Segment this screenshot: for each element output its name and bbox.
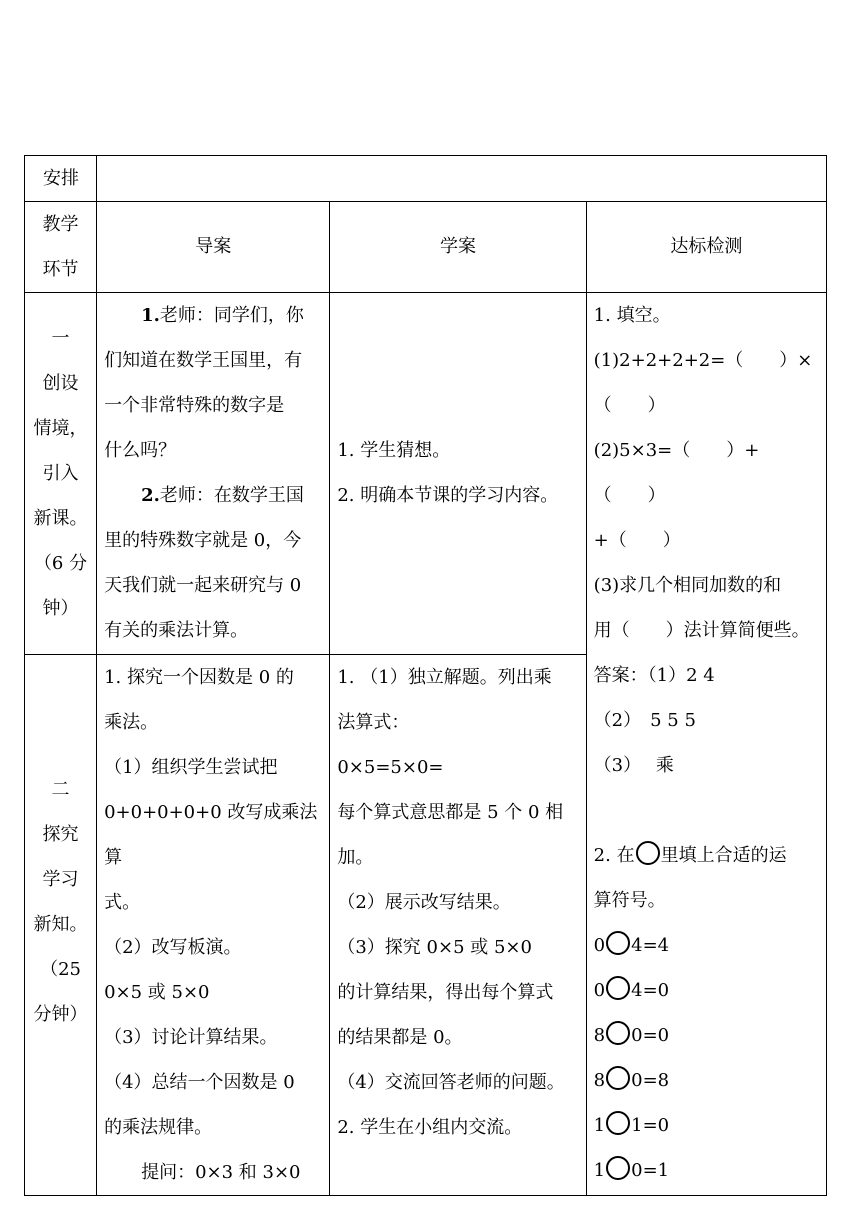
section2-guide-line: （3）讨论计算结果。 xyxy=(104,1027,278,1048)
equation-right: 0=0 xyxy=(631,1025,670,1046)
section2-learn-line: 0×5=5×0= xyxy=(337,757,444,778)
section1-label-line: （6 分 xyxy=(33,553,88,574)
section1-label xyxy=(25,293,96,631)
check-q2-before: 2. 在 xyxy=(593,845,635,866)
check-q1-line: 答案：（1）2 4 xyxy=(593,665,715,686)
check-q1-line: 用（ ）法计算简便些。 xyxy=(593,620,810,641)
section2-label-line: 新知。 xyxy=(33,914,88,935)
equation-left: 1 xyxy=(593,1160,606,1181)
section2-guide xyxy=(97,655,329,1195)
section2-learn-cell xyxy=(330,655,586,1196)
section2-label-line: 分钟） xyxy=(33,1004,88,1025)
blank-circle-icon xyxy=(606,1066,630,1090)
section2-guide-line: 提问：0×3 和 3×0 xyxy=(141,1162,301,1183)
section2-guide-line: 0×5 或 5×0 xyxy=(104,982,210,1003)
header-stage-line2: 环节 xyxy=(42,259,79,280)
section1-guide-line xyxy=(97,293,329,338)
item-text: 一个非常特殊的数字是 xyxy=(104,395,285,416)
equation-left: 8 xyxy=(593,1070,606,1091)
blank-circle-icon xyxy=(606,1021,630,1045)
section1-guide-line xyxy=(97,338,329,383)
section2-learn-line: 2. 学生在小组内交流。 xyxy=(337,1117,523,1138)
header-guide: 导案 xyxy=(97,202,330,293)
section2-guide-line: （4）总结一个因数是 0 xyxy=(104,1072,295,1093)
equation-right: 4=0 xyxy=(631,980,670,1001)
item-text: 什么吗？ xyxy=(104,440,177,461)
equation-right: 0=1 xyxy=(631,1160,670,1181)
section2-learn-line: 的结果都是 0。 xyxy=(337,1027,463,1048)
check-cell xyxy=(586,293,826,1196)
section2-guide-line: 0+0+0+0+0 改写成乘法算 xyxy=(104,802,318,868)
section2-guide-line: 式。 xyxy=(104,892,141,913)
section1-guide-line xyxy=(97,608,329,653)
section2-guide-cell xyxy=(97,655,330,1196)
check-q1-line: （2） 5 5 5 xyxy=(593,710,696,731)
section2-label-line: （25 xyxy=(40,959,81,980)
section2-guide-line: 乘法。 xyxy=(104,712,159,733)
item-number: 2. xyxy=(141,485,160,506)
section2-learn-line: （3）探究 0×5 或 5×0 xyxy=(337,937,532,958)
section1-guide-line xyxy=(97,518,329,563)
section2-guide-line: 的乘法规律。 xyxy=(104,1117,213,1138)
equation-left: 0 xyxy=(593,935,606,956)
item-text: 们知道在数学王国里，有 xyxy=(104,350,303,371)
blank-circle-icon xyxy=(606,1111,630,1135)
equation-left: 0 xyxy=(593,980,606,1001)
section1-guide-line xyxy=(97,383,329,428)
item-text: 里的特殊数字就是 0，今 xyxy=(104,530,302,551)
section1-learn xyxy=(330,293,585,518)
header-stage-line1: 教学 xyxy=(42,214,79,235)
section2-learn-line: 1. （1）独立解题。列出乘 xyxy=(337,667,552,688)
arrangement-row xyxy=(25,156,827,202)
header-learn: 学案 xyxy=(330,202,586,293)
blank-circle-icon xyxy=(606,931,630,955)
check-q1-line: (1)2+2+2+2=（ ）× xyxy=(593,350,813,371)
check-q1-line: +（ ） xyxy=(593,530,681,551)
item-number: 1. xyxy=(141,305,160,326)
equation-row xyxy=(587,1013,826,1058)
check-q2-after: 里填上合适的运 xyxy=(660,845,787,866)
section1-guide-line xyxy=(97,473,329,518)
arrangement-label-cell xyxy=(25,156,97,202)
section2-label-cell xyxy=(25,655,97,1196)
section2-guide-line: （1）组织学生尝试把 xyxy=(104,757,278,778)
section2-learn-line: 法算式： xyxy=(337,712,410,733)
item-text: 老师：同学们，你 xyxy=(159,305,304,326)
section2-learn xyxy=(330,655,585,1150)
equation-right: 0=8 xyxy=(631,1070,670,1091)
section2-label xyxy=(25,655,96,1037)
check-question2-line1 xyxy=(587,833,826,878)
section2-label-line: 学习 xyxy=(42,869,79,890)
blank-circle-icon xyxy=(606,1156,630,1180)
equation-right: 1=0 xyxy=(631,1115,670,1136)
check-q1-line: (2)5×3=（ ）+（ ） xyxy=(593,440,760,506)
check-equations xyxy=(587,923,826,1193)
section2-learn-line: （2）展示改写结果。 xyxy=(337,892,511,913)
blank-circle-icon xyxy=(636,841,660,865)
header-check: 达标检测 xyxy=(586,202,826,293)
equation-row xyxy=(587,1148,826,1193)
section1-label-line: 创设 xyxy=(42,373,79,394)
check-q1-line: 1. 填空。 xyxy=(593,305,671,326)
equation-left: 1 xyxy=(593,1115,606,1136)
section2-guide-line: （2）改写板演。 xyxy=(104,937,242,958)
section1-row xyxy=(25,293,827,655)
arrangement-value-cell xyxy=(97,156,827,202)
check-question1 xyxy=(587,293,826,788)
section2-label-line: 二 xyxy=(51,779,70,800)
section1-guide-line xyxy=(97,428,329,473)
header-row xyxy=(25,202,827,293)
header-stage-cell xyxy=(25,202,97,293)
item-text: 有关的乘法计算。 xyxy=(104,620,249,641)
equation-left: 8 xyxy=(593,1025,606,1046)
blank-circle-icon xyxy=(606,976,630,1000)
section2-guide-line: 1. 探究一个因数是 0 的 xyxy=(104,667,294,688)
section2-learn-line: 加。 xyxy=(337,847,374,868)
section1-guide-cell xyxy=(97,293,330,655)
check-q1-line: （3） 乘 xyxy=(593,755,674,776)
section1-label-cell xyxy=(25,293,97,655)
section2-label-line: 探究 xyxy=(42,824,79,845)
section1-label-line: 一 xyxy=(51,328,70,349)
equation-row xyxy=(587,968,826,1013)
section1-label-line: 新课。 xyxy=(33,508,88,529)
section1-learn-line: 2. 明确本节课的学习内容。 xyxy=(337,485,559,506)
section1-label-line: 引入 xyxy=(42,463,79,484)
check-question2-line2: 算符号。 xyxy=(593,890,666,911)
section1-guide xyxy=(97,293,329,653)
equation-row xyxy=(587,1103,826,1148)
item-text: 天我们就一起来研究与 0 xyxy=(104,575,302,596)
section1-guide-line xyxy=(97,563,329,608)
section1-learn-cell xyxy=(330,293,586,655)
section2-learn-line: 的计算结果，得出每个算式 xyxy=(337,982,554,1003)
section2-learn-line: 每个算式意思都是 5 个 0 相 xyxy=(337,802,564,823)
check-q1-line: （ ） xyxy=(593,395,666,416)
lesson-plan-table xyxy=(24,155,827,1196)
equation-row xyxy=(587,923,826,968)
equation-row xyxy=(587,1058,826,1103)
section1-learn-line: 1. 学生猜想。 xyxy=(337,440,451,461)
item-text: 老师：在数学王国 xyxy=(159,485,304,506)
section1-label-line: 情境， xyxy=(33,418,88,439)
section1-label-line: 钟） xyxy=(42,598,79,619)
equation-right: 4=4 xyxy=(631,935,670,956)
section2-learn-line: （4）交流回答老师的问题。 xyxy=(337,1072,565,1093)
arrangement-label: 安排 xyxy=(43,168,79,189)
check-q1-line: (3)求几个相同加数的和 xyxy=(593,575,782,596)
